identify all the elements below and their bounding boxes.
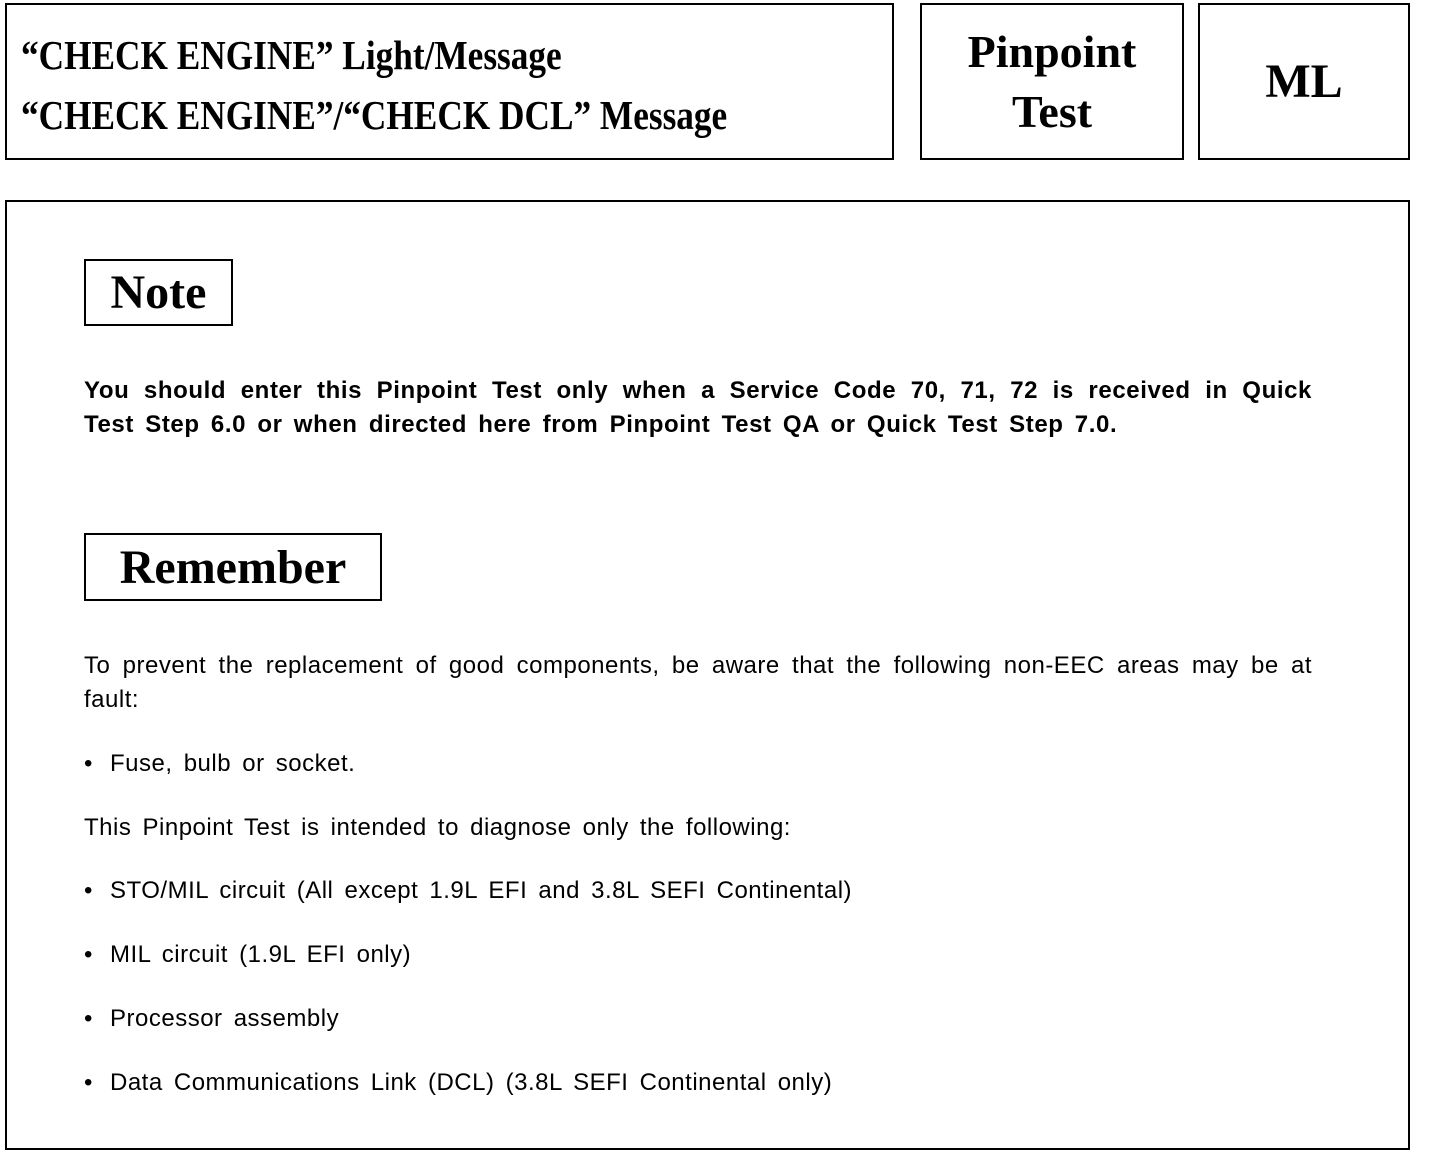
list-item-text: MIL circuit (1.9L EFI only) bbox=[110, 941, 412, 968]
list-item-text: Fuse, bulb or socket. bbox=[110, 750, 356, 777]
list-item-text: Data Communications Link (DCL) (3.8L SEFI Continental only) bbox=[110, 1069, 833, 1096]
test-code: ML bbox=[1265, 55, 1343, 108]
bullet-icon: • bbox=[84, 1005, 93, 1032]
list-item bbox=[84, 938, 411, 972]
bullet-icon: • bbox=[84, 750, 93, 777]
remember-text: To prevent the replacement of good components, be aware that the following non-EEC areas may be at fault: bbox=[84, 652, 1312, 713]
test-label: Test bbox=[1011, 85, 1093, 137]
list-item bbox=[84, 747, 355, 781]
list-item bbox=[84, 1002, 339, 1036]
note-text: You should enter this Pinpoint Test only when a Service Code 70, 71, 72 is received in Quick Test Step 6.0 or when directed here from Pinpoint Test QA or Quick Test Step 7.0. bbox=[84, 377, 1312, 438]
bullet-icon: • bbox=[84, 877, 93, 904]
list-item-text: Processor assembly bbox=[110, 1005, 340, 1032]
remember-label: Remember bbox=[84, 533, 382, 601]
title-line-2: “CHECK ENGINE”/“CHECK DCL” Message bbox=[21, 92, 728, 138]
bullet-icon: • bbox=[84, 1069, 93, 1096]
pinpoint-label: Pinpoint bbox=[967, 25, 1137, 77]
list-item-text: STO/MIL circuit (All except 1.9L EFI and 3.8L SEFI Continental) bbox=[110, 877, 853, 904]
bullet-icon: • bbox=[84, 941, 93, 968]
pinpoint-test-box bbox=[920, 3, 1184, 160]
title-line-1: “CHECK ENGINE” Light/Message bbox=[21, 32, 562, 78]
list-item bbox=[84, 1066, 832, 1100]
test-code-box bbox=[1198, 3, 1410, 160]
note-label: Note bbox=[84, 259, 233, 326]
diagnose-intro-text: This Pinpoint Test is intended to diagnose only the following: bbox=[84, 814, 791, 841]
list-item bbox=[84, 874, 852, 908]
main-content-box bbox=[5, 200, 1410, 1150]
title-box bbox=[5, 3, 894, 160]
